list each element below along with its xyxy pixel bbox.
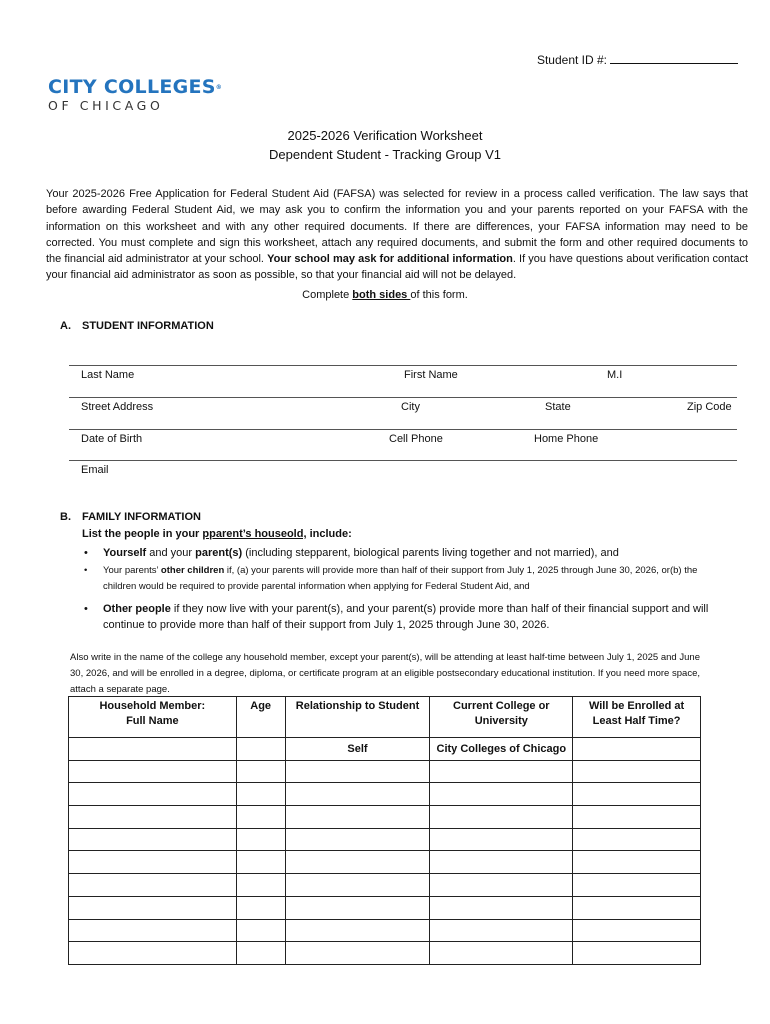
header-relationship: Relationship to Student [285,697,430,738]
cell-age[interactable] [236,760,285,783]
cell-college[interactable] [430,760,573,783]
mi-label: M.I [607,369,623,381]
bullet-other-children: • Your parents’ other children if, (a) your parents will provide more than half of their support from July 1, 2025 through June 30, 2026, or(b) the children would be required to provide parental information when applying for Federal Student Aid, and [82,563,722,595]
list-people-instruction: List the people in your pparent’s houseold, include: [82,528,352,540]
cell-name[interactable] [69,783,237,806]
email-label: Email [81,464,109,476]
cell-relationship[interactable] [285,783,430,806]
also-write-paragraph: Also write in the name of the college any household member, except your parent(s), will be attending at least half-time between July 1, 2025 and June 30, 2026, and will be enrolled in a degree, diploma, or certificate program at an eligible postsecondary educational institution. If you need more space, attach a separate page. [70,652,700,695]
cell-relationship[interactable] [285,851,430,874]
table-row [69,942,701,965]
cell-enrolled[interactable] [573,851,701,874]
cell-college[interactable] [430,851,573,874]
street-address-label: Street Address [81,401,154,413]
city-label: City [401,401,420,413]
cell-enrolled[interactable] [573,874,701,897]
cell-enrolled[interactable] [573,760,701,783]
form-line [69,365,737,366]
cell-name[interactable] [69,828,237,851]
cell-enrolled[interactable] [573,828,701,851]
cell-relationship[interactable] [285,919,430,942]
cell-age[interactable] [236,851,285,874]
cell-relationship[interactable] [285,806,430,829]
table-row [69,919,701,942]
intro-paragraph: Your 2025-2026 Free Application for Federal Student Aid (FAFSA) was selected for review in a process called verification. The law says that before awarding Federal Student Aid, we may ask you to confirm the information you and your parents reported on your FAFSA with the information on this worksheet and with any other required documents. If there are differences, your FAFSA information may need to be corrected. You must complete and sign this worksheet, attach any required documents, and submit the form and other required documents to the financial aid administrator at your school. Your school may ask for additional information. If you have questions about verification contact your financial aid administrator as soon as possible, so that your financial aid will not be delayed. [46,188,749,282]
logo-line1: CITY COLLEGES® [48,76,223,98]
cell-relationship[interactable] [285,874,430,897]
header-college: Current College or University [430,697,573,738]
cell-enrolled[interactable] [573,896,701,919]
cell-age[interactable] [236,828,285,851]
cell-age[interactable] [236,919,285,942]
form-line [69,397,737,398]
table-row [69,896,701,919]
cell-name[interactable] [69,942,237,965]
table-header-row [69,697,701,738]
state-label: State [545,401,571,413]
cell-age[interactable] [236,942,285,965]
cell-college[interactable] [430,783,573,806]
complete-instruction: Complete both sides of this form. [302,289,468,301]
bullet-other-people: • Other people if they now live with your parent(s), and your parent(s) provide more than half of their financial support and will continue to provide more than half of their support from July 1, 2025 through June 30, 2026. [82,601,722,633]
cell-relationship: Self [285,738,430,761]
table-row [69,828,701,851]
last-name-label: Last Name [81,369,135,381]
header-full-name: Household Member: Full Name [69,697,237,738]
cell-enrolled[interactable] [573,738,701,761]
cell-name[interactable] [69,896,237,919]
cell-name[interactable] [69,919,237,942]
cell-enrolled[interactable] [573,942,701,965]
cell-age[interactable] [236,738,285,761]
cell-relationship[interactable] [285,760,430,783]
form-line [69,460,737,461]
cell-enrolled[interactable] [573,919,701,942]
table-row [69,874,701,897]
cell-enrolled[interactable] [573,806,701,829]
date-of-birth-label: Date of Birth [81,433,143,445]
household-table [68,696,701,965]
cell-phone-label: Cell Phone [389,433,443,445]
first-name-label: First Name [404,369,458,381]
header-enrolled: Will be Enrolled at Least Half Time? [573,697,701,738]
cell-college[interactable] [430,896,573,919]
table-row [69,806,701,829]
cell-college: City Colleges of Chicago [430,738,573,761]
cell-age[interactable] [236,896,285,919]
cell-relationship[interactable] [285,942,430,965]
family-bullet-list [82,545,722,633]
bullet-yourself: • Yourself and your parent(s) (including stepparent, biological parents living together and not married), and [82,545,722,561]
cell-college[interactable] [430,828,573,851]
cell-age[interactable] [236,874,285,897]
cell-enrolled[interactable] [573,783,701,806]
cell-name[interactable] [69,874,237,897]
cell-name[interactable] [69,851,237,874]
table-row [69,760,701,783]
cell-college[interactable] [430,919,573,942]
header-age: Age [236,697,285,738]
cell-relationship[interactable] [285,828,430,851]
section-a-heading: A. STUDENT INFORMATION [60,320,214,332]
table-row [69,783,701,806]
cell-college[interactable] [430,806,573,829]
cell-age[interactable] [236,783,285,806]
cell-age[interactable] [236,806,285,829]
student-id-field[interactable] [537,52,738,67]
cell-college[interactable] [430,942,573,965]
table-row [69,738,701,761]
cell-name[interactable] [69,760,237,783]
table-row [69,851,701,874]
home-phone-label: Home Phone [534,433,599,445]
cell-college[interactable] [430,874,573,897]
cell-name[interactable] [69,806,237,829]
student-id-label: Student ID #: [536,53,607,67]
zip-code-label: Zip Code [687,401,732,413]
cell-name[interactable] [69,738,237,761]
form-line [69,429,737,430]
logo-line2: OF CHICAGO [48,98,164,113]
section-b-heading: B. FAMILY INFORMATION [60,511,201,523]
cell-relationship[interactable] [285,896,430,919]
worksheet-subtitle: Dependent Student - Tracking Group V1 [269,147,501,162]
worksheet-title: 2025-2026 Verification Worksheet [287,128,483,143]
city-colleges-logo [48,78,222,113]
student-id-blank[interactable] [610,52,738,64]
